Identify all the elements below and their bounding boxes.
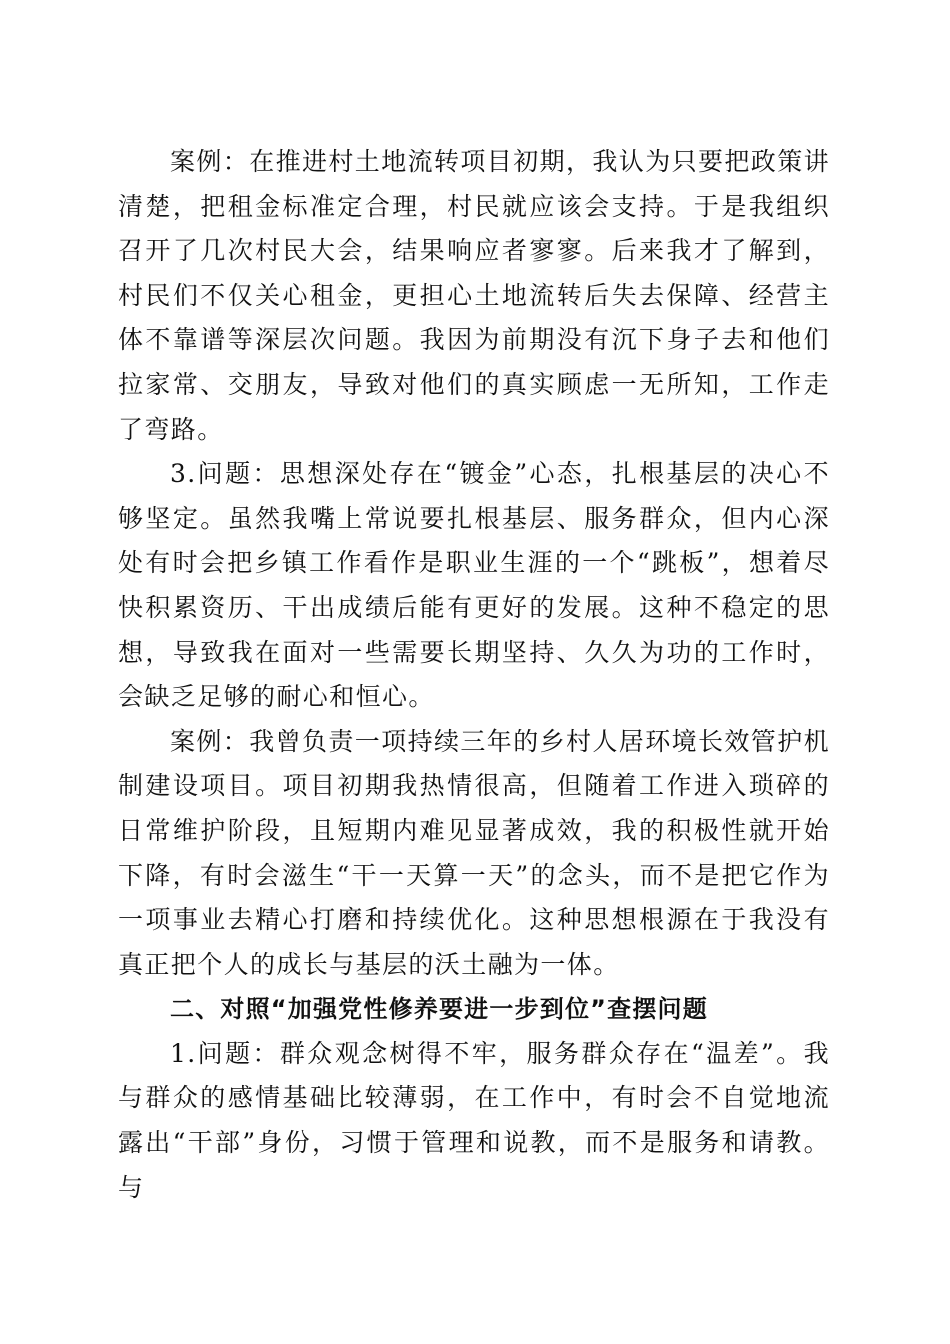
paragraph-case-land-transfer: 案例：在推进村土地流转项目初期，我认为只要把政策讲清楚，把租金标准定合理，村民就应该会支持。于是我组织召开了几次村民大会，结果响应者寥寥。后来我才了解到，村民们不仅关心租金，更担心土地流转后失去保障、经营主体不靠谱等深层次问题。我因为前期没有沉下身子去和他们拉家常、交朋友，导致对他们的真实顾虑一无所知，工作走了弯路。 [118, 147, 831, 444]
document-body [118, 140, 830, 1210]
paragraph-problem-1: 1.问题：群众观念树得不牢，服务群众存在“温差”。我与群众的感情基础比较薄弱，在工作中，有时会不自觉地流露出“干部”身份，习惯于管理和说教，而不是服务和请教。与 [118, 1038, 830, 1202]
paragraph-case-environment-project: 案例：我曾负责一项持续三年的乡村人居环境长效管护机制建设项目。项目初期我热情很高，但随着工作进入琐碎的日常维护阶段，且短期内难见显著成效，我的积极性就开始下降，有时会滋生“干一天算一天”的念头，而不是把它作为一项事业去精心打磨和持续优化。这种思想根源在于我没有真正把个人的成长与基层的沃土融为一体。 [118, 726, 831, 979]
paragraph-problem-3: 3.问题：思想深处存在“镀金”心态，扎根基层的决心不够坚定。虽然我嘴上常说要扎根基层、服务群众，但内心深处有时会把乡镇工作看作是职业生涯的一个“跳板”，想着尽快积累资历、干出成绩后能有更好的发展。这种不稳定的思想，导致我在面对一些需要长期坚持、久久为功的工作时，会缺乏足够的耐心和恒心。 [118, 459, 830, 712]
section-heading-2: 二、对照“加强党性修养要进一步到位”查摆问题 [170, 995, 708, 1024]
